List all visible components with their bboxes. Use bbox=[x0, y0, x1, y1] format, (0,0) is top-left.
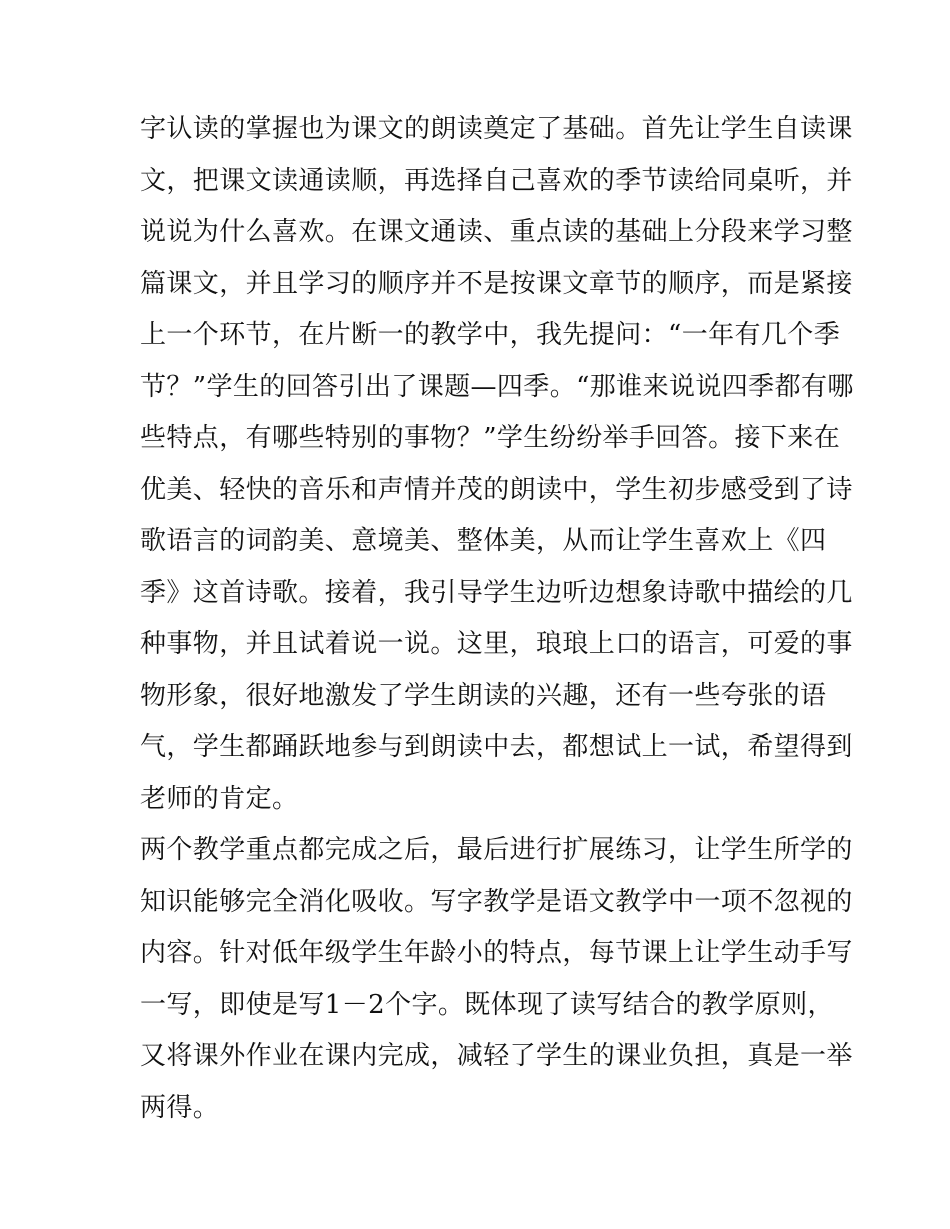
text-line: 气，学生都踊跃地参与到朗读中去，都想试上一试，希望得到 bbox=[140, 732, 853, 762]
text-line: 种事物，并且试着说一说。这里，琅琅上口的语言，可爱的事 bbox=[140, 629, 853, 659]
text-line: 内容。针对低年级学生年龄小的特点，每节课上让学生动手写 bbox=[140, 938, 853, 968]
text-line: 又将课外作业在课内完成，减轻了学生的课业负担，真是一举 bbox=[140, 1041, 853, 1071]
text-line: 节？”学生的回答引出了课题—四季。“那谁来说说四季都有哪 bbox=[140, 371, 854, 402]
paragraph-1 bbox=[140, 104, 854, 825]
text-line: 篇课文，并且学习的顺序并不是按课文章节的顺序，而是紧接 bbox=[140, 268, 853, 299]
paragraph-2 bbox=[140, 825, 853, 1134]
document-body bbox=[140, 104, 854, 1134]
text-line: 老师的肯定。 bbox=[140, 783, 299, 814]
text-line: 上一个环节，在片断一的教学中，我先提问：“一年有几个季 bbox=[140, 320, 841, 350]
text-line: 说说为什么喜欢。在课文通读、重点读的基础上分段来学习整 bbox=[140, 217, 853, 247]
text-line: 字认读的掌握也为课文的朗读奠定了基础。首先让学生自读课 bbox=[140, 114, 853, 144]
text-line: 季》这首诗歌。接着，我引导学生边听边想象诗歌中描绘的几 bbox=[140, 577, 853, 608]
text-line: 歌语言的词韵美、意境美、整体美，从而让学生喜欢上《四 bbox=[140, 526, 827, 556]
text-line: 物形象，很好地激发了学生朗读的兴趣，还有一些夸张的语 bbox=[140, 680, 827, 711]
text-line: 两得。 bbox=[140, 1092, 220, 1123]
text-line: 优美、轻快的音乐和声情并茂的朗读中，学生初步感受到了诗 bbox=[140, 474, 853, 505]
text-line: 一写，即使是写1－2个字。既体现了读写结合的教学原则， bbox=[140, 989, 834, 1020]
text-line: 文，把课文读通读顺，再选择自己喜欢的季节读给同桌听，并 bbox=[140, 165, 853, 196]
text-line: 知识能够完全消化吸收。写字教学是语文教学中一项不忽视的 bbox=[140, 886, 853, 917]
text-line: 两个教学重点都完成之后，最后进行扩展练习，让学生所学的 bbox=[140, 835, 853, 865]
text-line: 些特点，有哪些特别的事物？”学生纷纷举手回答。接下来在 bbox=[140, 423, 841, 453]
